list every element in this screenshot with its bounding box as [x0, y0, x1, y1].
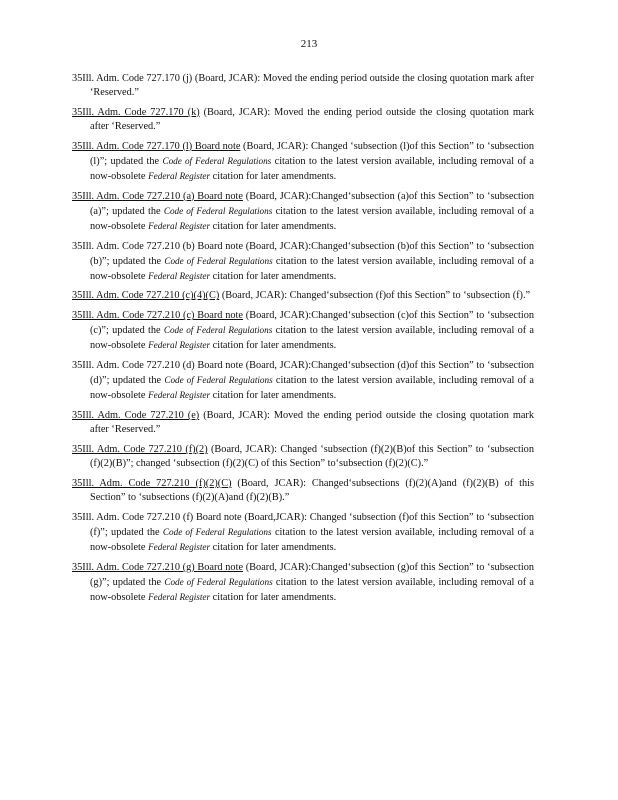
entry-citation: 35Ill. Adm. Code 727.210 (f)(2)(C) [72, 477, 232, 489]
entry-text: (Board, JCAR): Changed ‘subsection (l)of this Section” to ‘subsection (l)”; updated the [90, 140, 534, 167]
amendment-entry [72, 409, 534, 437]
entry-citation: 35Ill. Adm. Code 727.210 (c) Board note [72, 310, 243, 322]
entry-text: (Board, JCAR):Changed‘subsection (a)of this Section” to ‘subsection (a)”; updated the [90, 190, 535, 217]
federal-register-title: Federal Register [148, 591, 211, 602]
entry-text: (Board,JCAR): Changed ‘subsection (f)of this Section” to ‘subsection (f)”; updated the [90, 511, 534, 538]
entry-citation: 35Ill. Adm. Code 727.210 (c)(4)(C) [72, 290, 220, 302]
amendment-entry [72, 106, 534, 134]
entry-text: (Board, JCAR):Changed‘subsection (d)of this Section” to ‘subsection (d)”; updated the [90, 360, 535, 387]
entry-text: citation to the latest version available, including removal of a now-obsolete [90, 255, 534, 282]
entry-citation: 35Ill. Adm. Code 727.170 (k) [72, 106, 200, 118]
federal-register-title: Federal Register [148, 390, 211, 401]
amendment-entry [72, 561, 534, 605]
entry-text: (Board, JCAR): Moved the ending period outside the closing quotation mark after ‘Reserved.” [90, 410, 535, 436]
entry-citation: 35Ill. Adm. Code 727.210 (g) Board note [72, 561, 244, 573]
entry-citation: 35Ill. Adm. Code 727.170 (j) [72, 73, 193, 84]
entry-citation: 35Ill. Adm. Code 727.210 (b) Board note [72, 240, 244, 252]
federal-register-title: Federal Register [148, 541, 211, 552]
federal-register-title: Federal Register [148, 270, 211, 281]
entry-text: (Board, JCAR): Moved the ending period outside the closing quotation mark after ‘Reserved.” [90, 73, 534, 98]
entry-citation: 35Ill. Adm. Code 727.210 (e) [72, 410, 200, 422]
entry-text: (Board, JCAR): Changed‘subsections (f)(2)(A)and (f)(2)(B) of this Section” to ‘subsections (f)(2)(A)and (f)(2)(B).” [90, 477, 535, 503]
entry-text: citation for later amendments. [210, 270, 337, 282]
entry-citation: 35Ill. Adm. Code 727.170 (l) Board note [72, 140, 241, 152]
entry-text: (Board, JCAR):Changed‘subsection (g)of this Section” to ‘subsection (g)”; updated the [90, 561, 535, 588]
cfr-title: Code of Federal Regulations [164, 255, 273, 266]
federal-register-title: Federal Register [148, 220, 211, 231]
amendment-entry [72, 511, 534, 555]
entry-text: citation to the latest version available, including removal of a now-obsolete [90, 526, 534, 553]
cfr-title: Code of Federal Regulations [162, 526, 272, 537]
entry-text: citation to the latest version available, including removal of a now-obsolete [90, 205, 534, 232]
entry-text: citation for later amendments. [210, 591, 337, 603]
cfr-title: Code of Federal Regulations [164, 576, 273, 587]
entry-text: (Board, JCAR):Changed‘subsection (b)of this Section” to ‘subsection (b)”; updated the [90, 240, 535, 267]
amendment-entry [72, 289, 534, 303]
amendment-entry [72, 240, 534, 284]
amendment-entry [72, 140, 534, 184]
amendment-entry [72, 359, 534, 403]
federal-register-title: Federal Register [148, 170, 211, 181]
cfr-title: Code of Federal Regulations [164, 375, 273, 386]
entry-text: citation to the latest version available, including removal of a now-obsolete [90, 155, 534, 182]
entry-text: (Board, JCAR):Changed‘subsection (c)of this Section” to ‘subsection (c)”; updated the [90, 310, 535, 337]
entry-text: citation for later amendments. [210, 170, 337, 182]
entry-text: (Board, JCAR): Changed‘subsection (f)of this Section” to ‘subsection (f).” [219, 290, 531, 302]
amendment-entry [72, 477, 534, 505]
entry-text: citation to the latest version available, including removal of a now-obsolete [90, 325, 534, 352]
cfr-title: Code of Federal Regulations [162, 155, 272, 166]
entry-text: (Board, JCAR): Moved the ending period outside the closing quotation mark after ‘Reserved.” [90, 106, 535, 132]
page-number: 213 [300, 38, 318, 50]
entry-text: citation to the latest version available, including removal of a now-obsolete [90, 375, 534, 402]
entry-citation: 35Ill. Adm. Code 727.210 (d) Board note [72, 360, 244, 372]
entry-citation: 35Ill. Adm. Code 727.210 (a) Board note [72, 190, 243, 202]
amendment-list [72, 72, 534, 611]
amendment-entry [72, 72, 534, 100]
entry-citation: 35Ill. Adm. Code 727.210 (f)(2) [72, 444, 208, 456]
cfr-title: Code of Federal Regulations [163, 325, 273, 336]
entry-text: citation to the latest version available, including removal of a now-obsolete [90, 576, 534, 603]
entry-text: (Board, JCAR): Changed ‘subsection (f)(2)(B)of this Section” to ‘subsection (f)(2)(B)”; changed ‘subsection (f)(2)(C) of this Section” to‘subsection (f)(2)(C).” [90, 444, 534, 470]
entry-text: citation for later amendments. [210, 390, 337, 402]
entry-text: citation for later amendments. [210, 220, 337, 232]
amendment-entry [72, 309, 534, 353]
federal-register-title: Federal Register [148, 340, 211, 351]
entry-citation: 35Ill. Adm. Code 727.210 (f) Board note [72, 511, 242, 523]
amendment-entry [72, 190, 534, 234]
entry-text: citation for later amendments. [210, 340, 337, 352]
amendment-entry [72, 443, 534, 471]
cfr-title: Code of Federal Regulations [163, 205, 273, 216]
entry-text: citation for later amendments. [210, 541, 337, 553]
